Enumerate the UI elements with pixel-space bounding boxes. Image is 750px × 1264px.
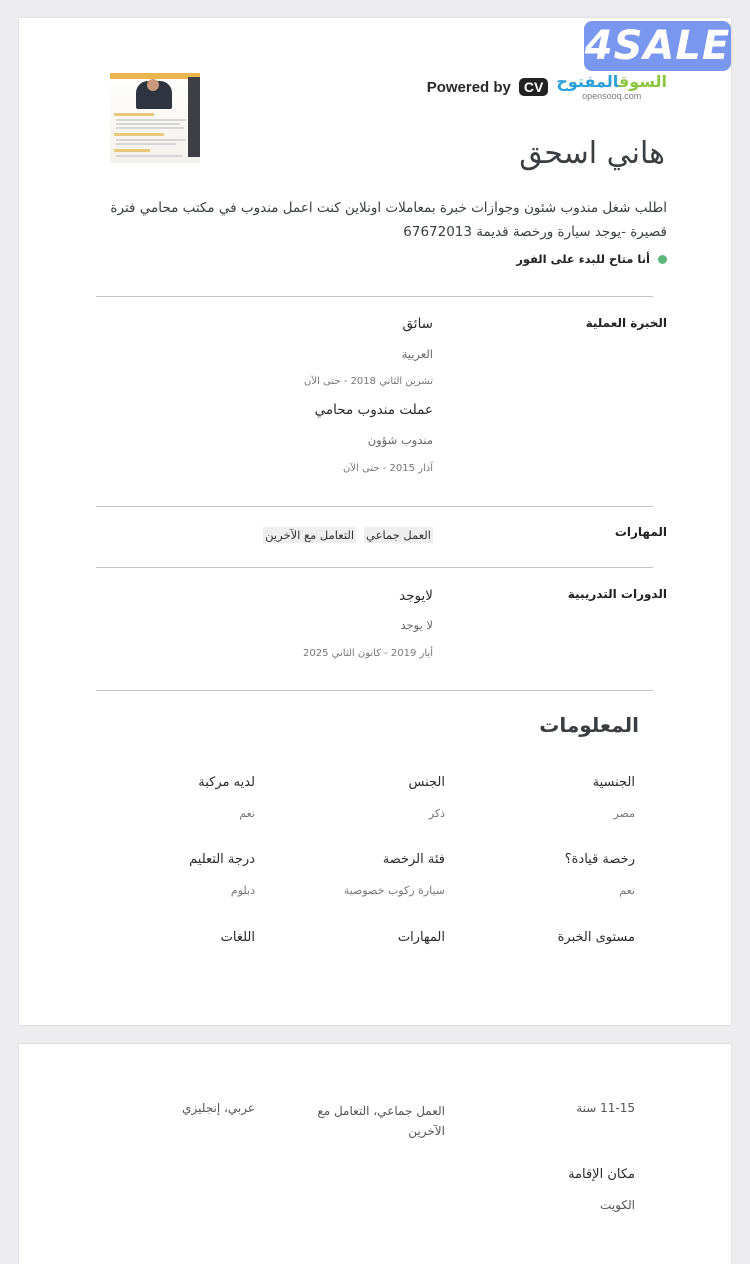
section-label-experience: الخبرة العملية <box>585 316 667 330</box>
info-label-gender: الجنس <box>408 775 445 790</box>
divider <box>96 690 653 691</box>
info-label-nationality: الجنسية <box>592 775 635 790</box>
cv-page-1 <box>19 18 731 1025</box>
skills-list <box>263 527 433 543</box>
info-label-has-vehicle: لديه مركبة <box>198 775 255 790</box>
skill-chip: التعامل مع الآخرين <box>265 528 355 542</box>
info-value-languages: عربي، إنجليزي <box>182 1101 255 1115</box>
info-label-languages: اللغات <box>220 930 255 945</box>
info-heading: المعلومات <box>539 713 639 737</box>
status-dot-icon <box>658 255 667 264</box>
divider <box>96 296 653 297</box>
powered-by-text: Powered by <box>426 78 511 96</box>
info-label-driving-license: رخصة قيادة؟ <box>564 852 635 867</box>
info-label-education: درجة التعليم <box>189 852 255 867</box>
opensooq-logo-part1: السوق <box>618 71 667 91</box>
info-value-gender: ذكر <box>428 807 445 820</box>
info-label-residence: مكان الإقامة <box>568 1167 635 1182</box>
info-label-skills: المهارات <box>397 930 445 945</box>
experience-company: مندوب شؤون <box>367 433 433 447</box>
cv-page-2 <box>19 1044 731 1264</box>
opensooq-domain: opensooq.com <box>582 90 642 101</box>
experience-company: العربية <box>401 347 433 361</box>
info-value-skills: العمل جماعي، التعامل مع الآخرين <box>317 1104 445 1138</box>
info-value-residence: الكويت <box>600 1198 635 1212</box>
info-value-nationality: مصر <box>613 807 635 820</box>
candidate-summary: اطلب شغل مندوب شئون وجوازات خبرة بمعاملات اونلاين كنت اعمل مندوب في مكتب محامي فترة قصيرة -يوجد سيارة ورخصة قديمة 67672013 <box>110 200 667 240</box>
availability-status <box>516 252 667 266</box>
experience-title: سائق <box>402 316 433 332</box>
cv-logo-icon: CV <box>519 78 548 96</box>
opensooq-logo-part2: المفتوح <box>556 71 619 91</box>
divider <box>96 506 653 507</box>
course-dates: أيار 2019 - كانون الثاني 2025 <box>303 648 433 659</box>
availability-text: أنا متاح للبدء على الفور <box>516 252 650 266</box>
opensooq-logo[interactable] <box>556 71 667 101</box>
experience-title: عملت مندوب محامي <box>314 402 433 418</box>
powered-by-banner <box>426 71 667 101</box>
4sale-watermark: 4SALE <box>584 23 731 69</box>
info-value-driving-license: نعم <box>619 884 635 897</box>
course-provider: لا يوجد <box>400 618 433 632</box>
info-value-license-class: سيارة ركوب خصوصية <box>343 884 445 897</box>
profile-photo <box>110 73 200 163</box>
candidate-name: هاني اسحق <box>519 136 665 171</box>
course-title: لايوجد <box>399 588 433 604</box>
section-label-courses: الدورات التدريبية <box>567 587 667 601</box>
info-label-license-class: فئة الرخصة <box>382 852 445 867</box>
section-label-skills: المهارات <box>614 525 667 539</box>
experience-dates: آذار 2015 - حتى الآن <box>343 463 433 474</box>
info-label-experience-level: مستوى الخبرة <box>557 930 635 945</box>
info-value-experience-level: 11-15 سنة <box>576 1101 635 1115</box>
skill-chip: العمل جماعي <box>366 528 431 542</box>
info-value-education: دبلوم <box>230 884 255 897</box>
experience-dates: تشرين الثاني 2018 - حتى الآن <box>304 376 433 387</box>
info-value-has-vehicle: نعم <box>239 807 255 820</box>
divider <box>96 567 653 568</box>
